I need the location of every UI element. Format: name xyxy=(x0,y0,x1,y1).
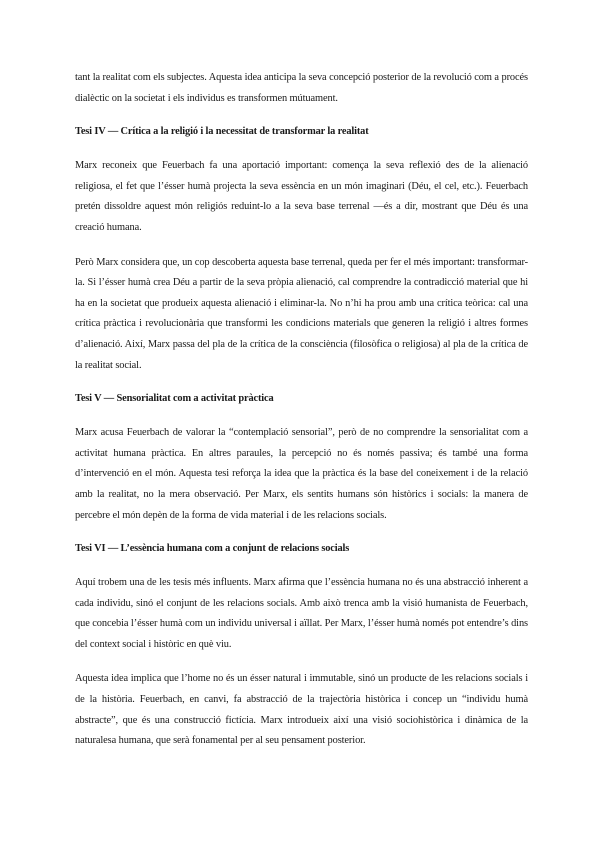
document-page xyxy=(75,68,528,766)
paragraph-tesi-iv-2: Però Marx considera que, un cop descoberta aquesta base terrenal, queda per fer el més important: transformar-la. Si l’ésser humà crea Déu a partir de la seva pròpia alienació, cal comprendre la contradicció material que hi ha en la societat que produeix aquesta alienació i eliminar-la. No n’hi ha prou amb una crítica teòrica: cal una crítica pràctica i revolucionària que transformi les condicions materials que generen la religió i altres formes d’alienació. Així, Marx passa del pla de la crítica de la consciència (filosòfica o religiosa) al pla de la crítica de la realitat social. xyxy=(75,256,528,371)
heading-tesi-vi: Tesi VI — L’essència humana com a conjunt de relacions socials xyxy=(75,543,350,555)
paragraph-tesi-vi-1: Aquí trobem una de les tesis més influents. Marx afirma que l’essència humana no és una abstracció inherent a cada individu, sinó el conjunt de les relacions socials. Amb això trenca amb la visió humanista de Feuerbach, que concebia l’ésser humà com un individu universal i aïllat. Per Marx, l’ésser humà només pot entendre’s dins del context social i històric en què viu. xyxy=(75,577,528,650)
heading-tesi-iv: Tesi IV — Crítica a la religió i la necessitat de transformar la realitat xyxy=(75,126,369,138)
paragraph-continuation: tant la realitat com els subjectes. Aquesta idea anticipa la seva concepció posterior de la revolució com a procés dialèctic on la societat i els individus es transformen mútuament. xyxy=(75,72,528,104)
paragraph-tesi-v-1: Marx acusa Feuerbach de valorar la “contemplació sensorial”, però de no comprendre la sensorialitat com a activitat humana pràctica. En altres paraules, la percepció no és només passiva; és també una forma d’intervenció en el món. Aquesta tesi reforça la idea que la pràctica és la base del coneixement i de la relació amb la realitat, no la mera observació. Per Marx, els sentits humans són històrics i socials: la manera de percebre el món depèn de la forma de vida material i de les relacions socials. xyxy=(75,427,528,521)
paragraph-tesi-vi-2: Aquesta idea implica que l’home no és un ésser natural i immutable, sinó un producte de les relacions socials i de la història. Feuerbach, en canvi, fa abstracció de la trajectòria històrica i concep un “individu humà abstracte”, que és una construcció fictícia. Marx introdueix així una visió sociohistòrica i dinàmica de la naturalesa humana, que serà fonamental per al seu pensament posterior. xyxy=(75,673,528,747)
heading-tesi-v: Tesi V — Sensorialitat com a activitat pràctica xyxy=(75,393,274,405)
paragraph-tesi-iv-1: Marx reconeix que Feuerbach fa una aportació important: comença la seva reflexió des de la alienació religiosa, el fet que l’ésser humà projecta la seva essència en un món imaginari (Déu, el cel, etc.). Feuerbach pretén dissoldre aquest món religiós reduint-lo a la seva base terrenal —és a dir, mostrant que Déu és una creació humana. xyxy=(75,160,528,233)
